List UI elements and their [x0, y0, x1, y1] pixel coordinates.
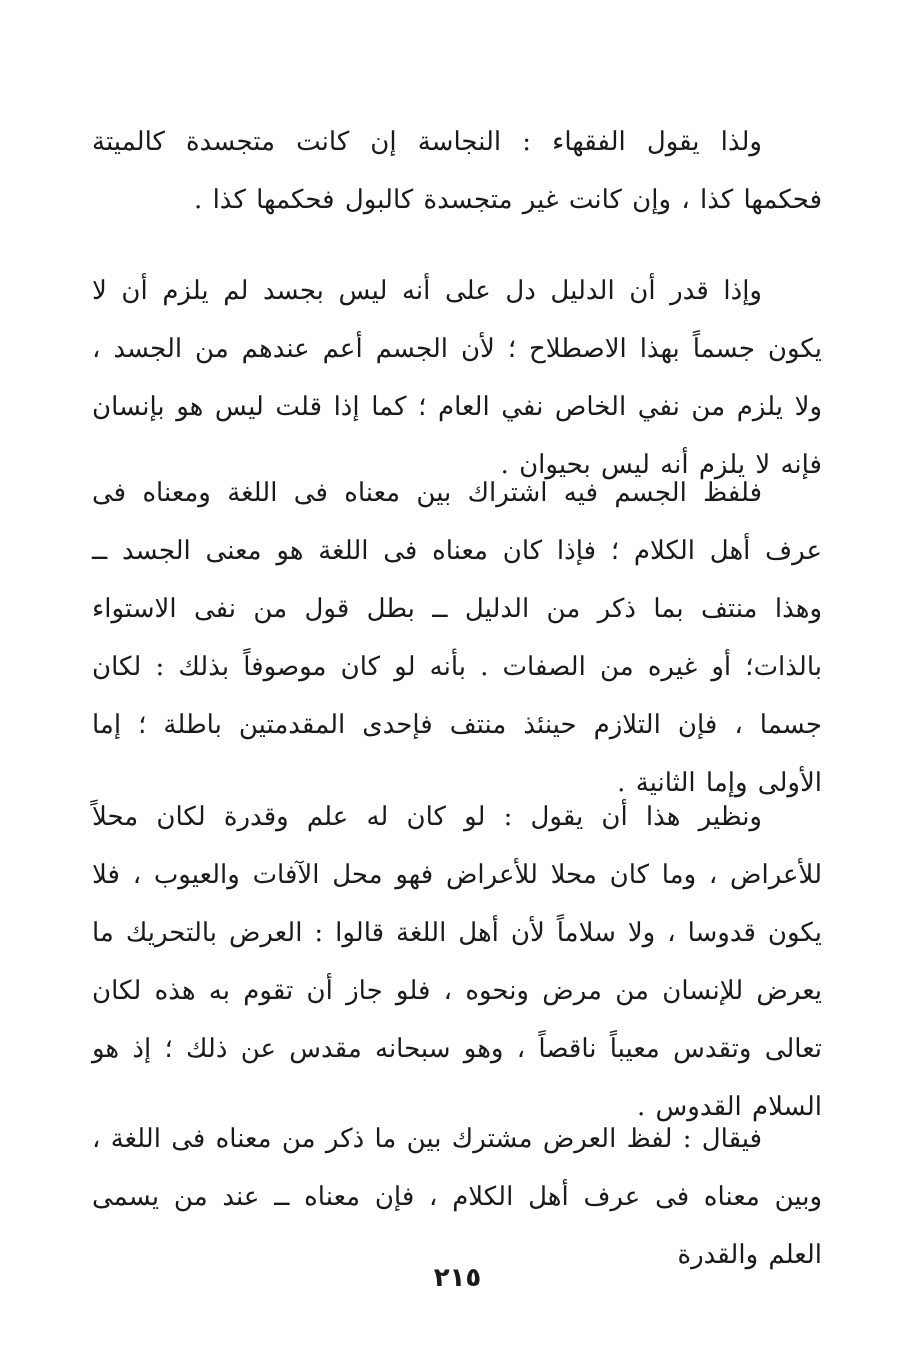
page-number: ٢١٥: [433, 1263, 482, 1293]
paragraph-text: ولذا يقول الفقهاء : النجاسة إن كانت متجسدة كالميتة فحكمها كذا ، وإن كانت غير متجسدة كالبول فحكمها كذا .: [92, 127, 822, 215]
paragraph-text: فيقال : لفظ العرض مشترك بين ما ذكر من معناه فى اللغة ، وبين معناه فى عرف أهل الكلام ، فإن معناه ــ عند من يسمى العلم والقدرة: [92, 1124, 822, 1270]
paragraph-2: [92, 262, 822, 494]
paragraph-1: [92, 113, 822, 229]
paragraph-text: وإذا قدر أن الدليل دل على أنه ليس بجسد لم يلزم أن لا يكون جسماً بهذا الاصطلاح ؛ لأن الجسم أعم عندهم من الجسد ، ولا يلزم من نفي الخاص نفي العام ؛ كما إذا قلت ليس هو بإنسان فإنه لا يلزم أنه ليس بحيوان .: [92, 276, 822, 480]
paragraph-3: [92, 464, 822, 812]
paragraph-text: ونظير هذا أن يقول : لو كان له علم وقدرة لكان محلاً للأعراض ، وما كان محلا للأعراض فهو محل الآفات والعيوب ، فلا يكون قدوسا ، ولا سلاماً لأن أهل اللغة قالوا : العرض بالتحريك ما يعرض للإنسان من مرض ونحوه ، فلو جاز أن تقوم به هذه لكان تعالى وتقدس معيباً ناقصاً ، وهو سبحانه مقدس عن ذلك ؛ إذ هو السلام القدوس .: [92, 802, 822, 1122]
paragraph-4: [92, 788, 822, 1136]
paragraph-text: فلفظ الجسم فيه اشتراك بين معناه فى اللغة ومعناه فى عرف أهل الكلام ؛ فإذا كان معناه فى اللغة هو معنى الجسد ــ وهذا منتف بما ذكر من الدليل ــ بطل قول من نفى الاستواء بالذات؛ أو غيره من الصفات . بأنه لو كان موصوفاً بذلك : لكان جسما ، فإن التلازم حينئذ منتف فإحدى المقدمتين باطلة ؛ إما الأولى وإما الثانية .: [92, 478, 822, 798]
